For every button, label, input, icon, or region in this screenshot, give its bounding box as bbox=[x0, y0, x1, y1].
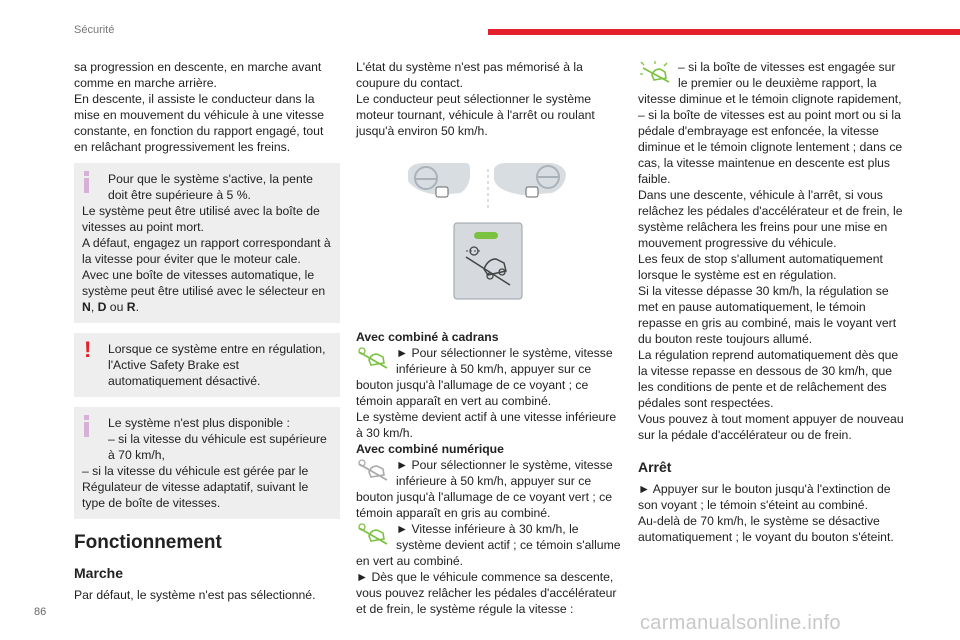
paragraph: La régulation reprend automatiquement dès que la vitesse repasse en dessous de 30 km/h, que les conditions de pente et de relâchement des pédales sont respectées. bbox=[638, 348, 899, 410]
note-text: Le système n'est plus disponible : bbox=[108, 416, 290, 430]
note-text: A défaut, engagez un rapport correspondant à la vitesse pour éviter que le moteur cale. bbox=[82, 236, 331, 266]
note-text: Lorsque ce système entre en régulation, l'Active Safety Brake est automatiquement désactivé. bbox=[108, 342, 326, 388]
note-text: Pour que le système s'active, la pente doit être supérieure à 5 %. bbox=[108, 172, 313, 202]
step-text: ► Appuyer sur le bouton jusqu'à l'extinction de son voyant ; le témoin s'éteint au combiné. bbox=[638, 482, 891, 512]
step-text: ► Vitesse inférieure à 30 km/h, le système devient actif ; ce témoin s'allume en vert au combiné. bbox=[356, 522, 621, 568]
illustration bbox=[356, 139, 626, 329]
paragraph: Les feux de stop s'allument automatiquement lorsque le système est en régulation. bbox=[638, 252, 883, 282]
section-title: Fonctionnement bbox=[74, 532, 222, 553]
paragraph: Dans une descente, véhicule à l'arrêt, si vous relâchez les pédales d'accélérateur et de frein, le système relâchera les freins pour une mise en mouvement progressive du véhicule. bbox=[638, 188, 903, 250]
bullet-text: – si la boîte de vitesses est au point mort ou si la pédale d'embrayage est enfoncée, la vitesse diminue et le témoin clignote lentement ; dans ce cas, la vitesse maintenue en descente est plus faible. bbox=[638, 108, 903, 186]
info-icon bbox=[82, 171, 91, 193]
warning-note bbox=[74, 333, 340, 397]
section-header: Sécurité bbox=[74, 24, 115, 36]
column-3 bbox=[638, 59, 904, 545]
note-text: – si la vitesse du véhicule est gérée par le Régulateur de vitesse adaptatif, suivant le type de boîte de vitesses. bbox=[82, 464, 309, 510]
hill-descent-green-icon bbox=[356, 345, 390, 373]
paragraph: L'état du système n'est pas mémorisé à la coupure du contact. bbox=[356, 60, 583, 90]
paragraph: sa progression en descente, en marche avant comme en marche arrière. bbox=[74, 60, 322, 90]
subsection-title: Marche bbox=[74, 565, 124, 581]
step-text: ► Pour sélectionner le système, vitesse inférieure à 50 km/h, appuyer sur ce bouton jusqu'à l'allumage de ce voyant ; ce témoin apparaît en vert au combiné. bbox=[356, 346, 613, 408]
paragraph: Si la vitesse dépasse 30 km/h, la régulation se met en pause automatiquement, le témoin repasse en gris au combiné, mais le voyant vert du bouton reste toujours allumé. bbox=[638, 284, 897, 346]
header-accent-bar bbox=[488, 29, 960, 35]
info-icon bbox=[82, 415, 91, 437]
hill-descent-blinking-icon bbox=[638, 59, 672, 87]
subsection-title: Arrêt bbox=[638, 459, 672, 475]
paragraph: Vous pouvez à tout moment appuyer de nouveau sur la pédale d'accélérateur ou de frein. bbox=[638, 412, 904, 442]
hill-descent-grey-icon bbox=[356, 457, 390, 485]
paragraph: Par défaut, le système n'est pas sélectionné. bbox=[74, 588, 316, 602]
column-1 bbox=[74, 59, 340, 603]
exclamation-icon: ! bbox=[84, 337, 92, 362]
paragraph: Le conducteur peut sélectionner le système moteur tournant, véhicule à l'arrêt ou roulant jusqu'à environ 50 km/h. bbox=[356, 92, 595, 138]
info-note bbox=[74, 407, 340, 519]
paragraph: En descente, il assiste le conducteur dans la mise en mouvement du véhicule à une vitesse constante, en fonction du rapport engagé, tout en relâchant progressivement les freins. bbox=[74, 92, 324, 154]
hill-descent-green-icon bbox=[356, 521, 390, 549]
note-text: – si la vitesse du véhicule est supérieure à 70 km/h, bbox=[108, 432, 327, 462]
page-number: 86 bbox=[34, 606, 47, 618]
bullet-text: – si la boîte de vitesses est engagée sur le premier ou le deuxième rapport, la vitesse diminue et le témoin clignote rapidement, bbox=[638, 60, 902, 106]
dashboard-button-illustration bbox=[356, 139, 626, 329]
paragraph: Au-delà de 70 km/h, le système se désactive automatiquement ; le voyant du bouton s'éteint. bbox=[638, 514, 894, 544]
subsection-title: Avec combiné numérique bbox=[356, 442, 504, 456]
note-text: Le système peut être utilisé avec la boîte de vitesses au point mort. bbox=[82, 204, 320, 234]
step-text: ► Dès que le véhicule commence sa descente, vous pouvez relâcher les pédales d'accélérateur et de frein, le système régule la vitesse : bbox=[356, 570, 617, 616]
paragraph: Le système devient actif à une vitesse inférieure à 30 km/h. bbox=[356, 410, 617, 440]
note-text: Avec une boîte de vitesses automatique, le système peut être utilisé avec le sélecteur en N, D ou R. bbox=[82, 268, 326, 314]
info-note bbox=[74, 163, 340, 323]
column-2 bbox=[356, 59, 626, 617]
subsection-title: Avec combiné à cadrans bbox=[356, 330, 499, 344]
step-text: ► Pour sélectionner le système, vitesse inférieure à 50 km/h, appuyer sur ce bouton jusqu'à l'allumage de ce voyant vert ; ce témoin apparaît en gris au combiné. bbox=[356, 458, 613, 520]
watermark: carmanualsonline.info bbox=[640, 612, 841, 634]
